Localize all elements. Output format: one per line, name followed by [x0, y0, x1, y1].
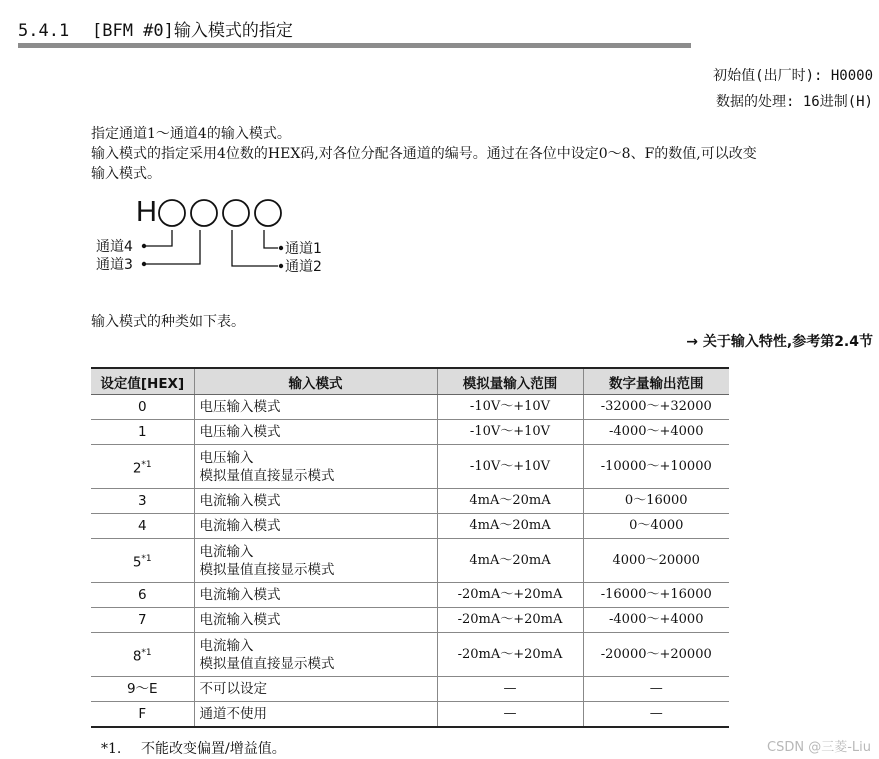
channel-1-label: 通道1 — [285, 241, 322, 257]
hex-code: 7 — [91, 608, 194, 633]
digital-range: — — [583, 677, 729, 702]
analog-range: — — [437, 702, 583, 728]
analog-range: -20mA〜+20mA — [437, 583, 583, 608]
header-hex: 设定值[HEX] — [91, 368, 194, 395]
hex-code: F — [91, 702, 194, 728]
table-row — [91, 445, 729, 489]
table-row — [91, 677, 729, 702]
mode-cell: 电流输入 模拟量值直接显示模式 — [194, 633, 437, 677]
table-header-row — [91, 368, 729, 395]
hex-code: 0 — [91, 395, 194, 420]
hex-code: 2$^{*1}$ — [91, 445, 194, 489]
table-row — [91, 395, 729, 420]
digital-range: -32000〜+32000 — [583, 395, 729, 420]
intro-line-1: 指定通道1〜通道4的输入模式。 — [91, 126, 291, 142]
header-analog-range: 模拟量输入范围 — [437, 368, 583, 395]
leader-ch4-dot — [142, 244, 146, 248]
footnote-text: 不能改变偏置/增益值。 — [141, 741, 286, 757]
watermark: CSDN @三菱-Liu — [767, 740, 871, 755]
mode-cell: 电流输入模式 — [194, 583, 437, 608]
hex-code: 1 — [91, 420, 194, 445]
table-row — [91, 583, 729, 608]
digit-circle-3 — [223, 200, 249, 226]
digit-circle-1 — [159, 200, 185, 226]
channel-4-label: 通道4 — [96, 239, 133, 255]
leader-ch1-dot — [279, 246, 283, 250]
digital-range: 4000〜20000 — [583, 539, 729, 583]
heading-rule — [18, 43, 691, 48]
digital-range: -10000〜+10000 — [583, 445, 729, 489]
footnote-mark: *1. — [101, 741, 122, 757]
table-row — [91, 539, 729, 583]
hex-prefix: H — [136, 196, 157, 228]
footnote-ref: *1 — [141, 553, 152, 564]
table-intro: 输入模式的种类如下表。 — [91, 314, 245, 330]
mode-cell: 电流输入 模拟量值直接显示模式 — [194, 539, 437, 583]
digital-range: -4000〜+4000 — [583, 608, 729, 633]
hex-code: 3 — [91, 489, 194, 514]
mode-cell: 电流输入模式 — [194, 608, 437, 633]
analog-range: -10V〜+10V — [437, 420, 583, 445]
digital-range: 0〜4000 — [583, 514, 729, 539]
mode-cell: 电压输入 模拟量值直接显示模式 — [194, 445, 437, 489]
reference-link[interactable]: → 关于输入特性,参考第2.4节 — [686, 334, 873, 350]
digit-circle-4 — [255, 200, 281, 226]
table-row — [91, 514, 729, 539]
digit-circle-2 — [191, 200, 217, 226]
hex-code: 9〜E — [91, 677, 194, 702]
intro-line-2: 输入模式的指定采用4位数的HEX码,对各位分配各通道的编号。通过在各位中设定0〜8、F的数值,可以改变 — [91, 146, 757, 162]
digital-range: -20000〜+20000 — [583, 633, 729, 677]
digital-range: -16000〜+16000 — [583, 583, 729, 608]
leader-ch1 — [264, 230, 278, 248]
footnote — [101, 738, 286, 758]
analog-range: -10V〜+10V — [437, 395, 583, 420]
hex-code: 6 — [91, 583, 194, 608]
analog-range: 4mA〜20mA — [437, 489, 583, 514]
mode-cell: 不可以设定 — [194, 677, 437, 702]
leader-ch3-dot — [142, 262, 146, 266]
footnote-ref: *1 — [141, 647, 152, 658]
hex-code: 8$^{*1}$ — [91, 633, 194, 677]
hex-code: 5$^{*1}$ — [91, 539, 194, 583]
analog-range: 4mA〜20mA — [437, 514, 583, 539]
leader-ch3 — [146, 230, 200, 264]
data-handling: 数据的处理: 16进制(H) — [715, 94, 873, 110]
header-digital-range: 数字量输出范围 — [583, 368, 729, 395]
leader-ch4 — [146, 230, 172, 246]
table-row — [91, 702, 729, 728]
table-row — [91, 608, 729, 633]
channel-2-label: 通道2 — [285, 259, 322, 275]
digital-range: — — [583, 702, 729, 728]
leader-ch2-dot — [279, 264, 283, 268]
mode-cell: 电流输入模式 — [194, 514, 437, 539]
digital-range: -4000〜+4000 — [583, 420, 729, 445]
mode-cell: 电流输入模式 — [194, 489, 437, 514]
section-heading — [18, 16, 293, 41]
intro-line-3: 输入模式。 — [91, 166, 161, 182]
analog-range: 4mA〜20mA — [437, 539, 583, 583]
initial-value: 初始值(出厂时): H0000 — [713, 68, 873, 84]
section-title: [BFM #0]输入模式的指定 — [92, 21, 293, 41]
analog-range: -10V〜+10V — [437, 445, 583, 489]
footnote-ref: *1 — [141, 459, 152, 470]
section-number: 5.4.1 — [18, 21, 70, 41]
channel-3-label: 通道3 — [96, 257, 133, 273]
hex-code: 4 — [91, 514, 194, 539]
analog-range: -20mA〜+20mA — [437, 633, 583, 677]
analog-range: — — [437, 677, 583, 702]
digital-range: 0〜16000 — [583, 489, 729, 514]
header-mode: 输入模式 — [194, 368, 437, 395]
table-row — [91, 489, 729, 514]
mode-cell: 电压输入模式 — [194, 420, 437, 445]
mode-cell: 通道不使用 — [194, 702, 437, 728]
mode-cell: 电压输入模式 — [194, 395, 437, 420]
input-mode-table — [91, 367, 729, 728]
table-row — [91, 633, 729, 677]
table-row — [91, 420, 729, 445]
analog-range: -20mA〜+20mA — [437, 608, 583, 633]
